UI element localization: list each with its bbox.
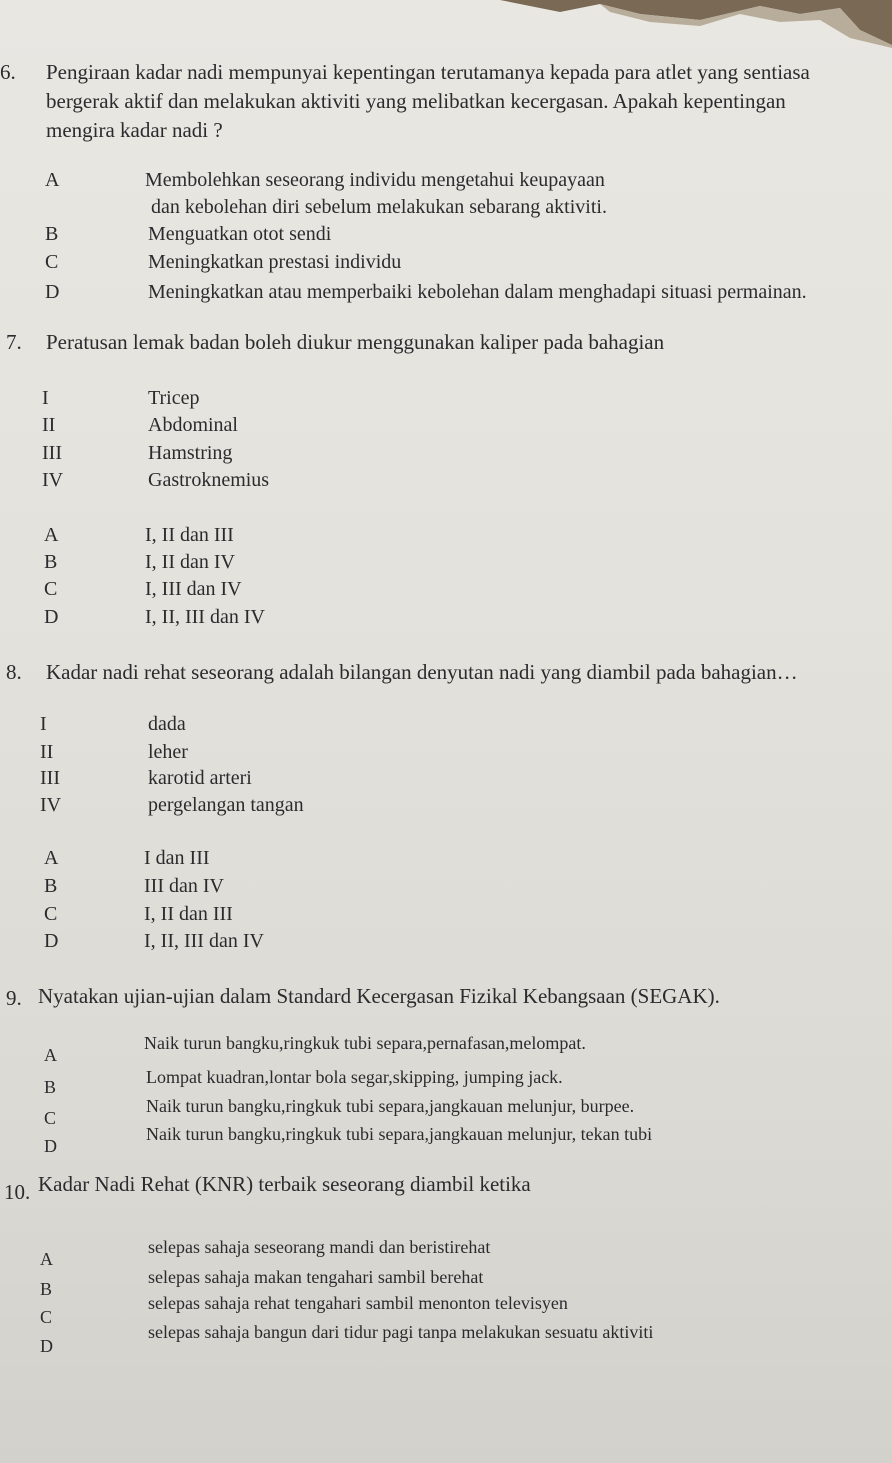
option-text: selepas sahaja seseorang mandi dan beristirehat [148,1237,491,1257]
option-text: Meningkatkan prestasi individu [148,251,402,273]
item-label: III [40,767,60,789]
option-label: C [45,251,59,273]
option-text: I, II dan IV [145,551,235,573]
question-7-stem: Peratusan lemak badan boleh diukur menggunakan kaliper pada bahagian [46,330,665,354]
option-text: I, II, III dan IV [145,606,265,628]
option-text: I, II, III dan IV [144,930,264,952]
question-10-stem: Kadar Nadi Rehat (KNR) terbaik seseorang diambil ketika [38,1172,531,1196]
item-label: IV [42,469,64,491]
item-text: dada [148,713,186,735]
item-text: Hamstring [148,442,233,464]
option-text: Meningkatkan atau memperbaiki kebolehan dalam menghadapi situasi permainan. [148,281,807,303]
option-label: D [44,1136,57,1156]
item-text: Abdominal [148,414,238,436]
option-text: Naik turun bangku,ringkuk tubi separa,pernafasan,melompat. [144,1033,586,1053]
option-label: A [44,847,59,869]
option-label: D [44,930,59,952]
option-label: B [40,1279,53,1299]
option-text: I, III dan IV [145,578,242,600]
item-label: II [42,414,56,436]
option-text: I, II dan III [144,903,233,925]
item-text: Gastroknemius [148,469,270,491]
question-6-stem-line-1: Pengiraan kadar nadi mempunyai kepentingan terutamanya kepada para atlet yang sentiasa [46,60,810,84]
option-text: selepas sahaja rehat tengahari sambil menonton televisyen [148,1293,568,1313]
option-text: I dan III [144,847,210,869]
option-text: Naik turun bangku,ringkuk tubi separa,jangkauan melunjur, tekan tubi [146,1124,653,1144]
torn-paper-edge [0,0,892,48]
option-label: D [40,1336,53,1356]
item-text: leher [148,741,188,763]
option-label: D [44,606,59,628]
option-label: B [44,875,58,897]
question-8-stem: Kadar nadi rehat seseorang adalah bilangan denyutan nadi yang diambil pada bahagian… [46,660,798,684]
question-8-number: 8. [6,660,22,684]
option-label: A [44,524,59,546]
option-text-line-1: Membolehkan seseorang individu mengetahui keupayaan [145,169,605,191]
option-text: selepas sahaja bangun dari tidur pagi tanpa melakukan sesuatu aktiviti [148,1322,654,1342]
item-label: I [40,713,47,735]
option-label: B [44,1077,57,1097]
item-text: karotid arteri [148,767,252,789]
question-10-number: 10. [4,1180,31,1204]
option-label: A [44,1045,57,1065]
question-9-stem: Nyatakan ujian-ujian dalam Standard Kecergasan Fizikal Kebangsaan (SEGAK). [38,984,720,1008]
item-label: I [42,387,49,409]
question-9-number: 9. [6,986,22,1010]
option-text: III dan IV [144,875,224,897]
option-text: I, II dan III [145,524,234,546]
item-text: pergelangan tangan [148,794,304,816]
option-label: C [40,1307,53,1327]
question-6-stem-line-2: bergerak aktif dan melakukan aktiviti yang melibatkan kecergasan. Apakah kepentingan [46,89,786,113]
option-label: C [44,903,58,925]
question-7-number: 7. [6,330,22,354]
option-label: B [45,223,59,245]
option-text: selepas sahaja makan tengahari sambil berehat [148,1267,484,1287]
option-label: B [44,551,58,573]
question-6-number: 6. [0,60,16,84]
item-label: III [42,442,62,464]
item-label: II [40,741,54,763]
option-label: C [44,578,58,600]
option-text-line-2: dan kebolehan diri sebelum melakukan sebarang aktiviti. [151,196,607,218]
option-label: D [45,281,60,303]
option-text: Lompat kuadran,lontar bola segar,skipping, jumping jack. [146,1067,563,1087]
item-label: IV [40,794,62,816]
option-text: Naik turun bangku,ringkuk tubi separa,jangkauan melunjur, burpee. [146,1096,635,1116]
option-label: A [45,169,60,191]
option-text: Menguatkan otot sendi [148,223,332,245]
question-6-stem-line-3: mengira kadar nadi ? [46,118,223,142]
option-label: A [40,1249,53,1269]
option-label: C [44,1108,57,1128]
item-text: Tricep [148,387,200,409]
